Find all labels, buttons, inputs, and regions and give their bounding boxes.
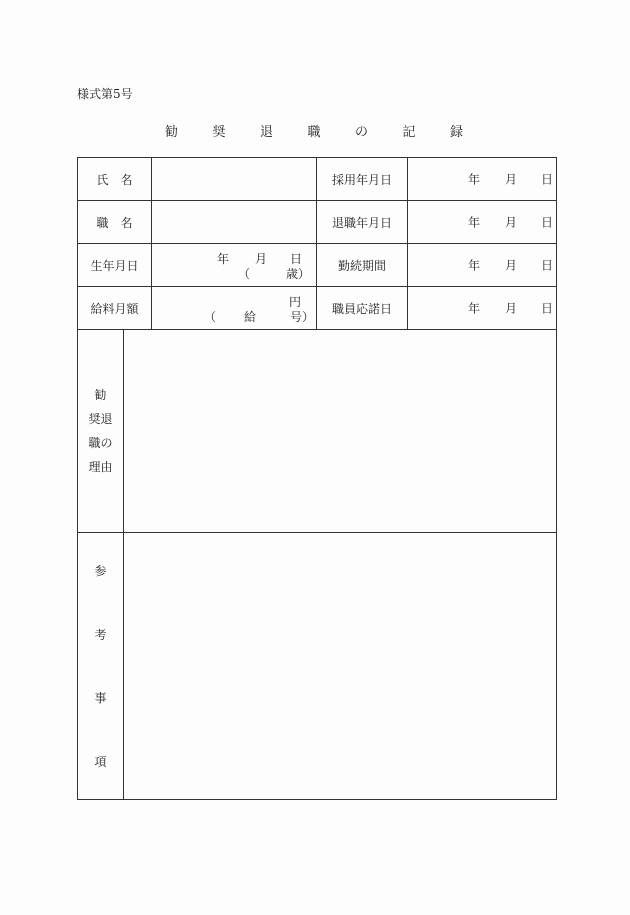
birth-date-field[interactable] — [152, 244, 317, 287]
name-label: 氏 名 — [78, 158, 152, 201]
birth-month-unit: 月 — [255, 252, 268, 266]
title-char: 奨 — [212, 125, 226, 140]
birth-date-label: 生年月日 — [78, 244, 152, 287]
month-unit: 月 — [505, 215, 518, 230]
birth-day-unit: 日 — [290, 252, 303, 266]
day-unit: 日 — [541, 301, 554, 316]
year-unit: 年 — [468, 258, 481, 273]
notes-label — [78, 533, 124, 800]
salary-field[interactable] — [152, 287, 317, 330]
age-open-paren: （ — [238, 267, 251, 281]
month-unit: 月 — [505, 172, 518, 187]
position-label: 職 名 — [78, 201, 152, 244]
grade-open-paren: （ — [204, 310, 217, 324]
hire-date-label: 採用年月日 — [317, 158, 408, 201]
grade-close: 号） — [290, 310, 315, 324]
document-title — [165, 121, 498, 140]
accept-date-field[interactable] — [408, 287, 557, 330]
birth-year-unit: 年 — [217, 252, 230, 266]
notes-label-char: 項 — [94, 754, 107, 769]
notes-label-char: 考 — [94, 627, 107, 642]
reason-label — [78, 330, 124, 533]
yen-unit: 円 — [289, 295, 302, 309]
day-unit: 日 — [541, 258, 554, 273]
year-unit: 年 — [468, 215, 481, 230]
salary-label: 給料月額 — [78, 287, 152, 330]
grade-label: 給 — [244, 310, 257, 324]
form-number: 様式第5号 — [77, 87, 133, 101]
position-field[interactable] — [152, 201, 317, 244]
notes-field[interactable] — [124, 533, 557, 800]
hire-date-field[interactable] — [408, 158, 557, 201]
accept-date-label: 職員応諾日 — [317, 287, 408, 330]
month-unit: 月 — [505, 301, 518, 316]
retire-date-field[interactable] — [408, 201, 557, 244]
year-unit: 年 — [468, 172, 481, 187]
reason-field[interactable] — [124, 330, 557, 533]
retire-date-label: 退職年月日 — [317, 201, 408, 244]
notes-label-char: 事 — [94, 691, 107, 706]
service-period-label: 勤続期間 — [317, 244, 408, 287]
reason-label-line: 理由 — [88, 460, 113, 474]
reason-label-line: 勧 — [94, 388, 107, 402]
title-char: 職 — [307, 125, 321, 140]
title-char: 勧 — [165, 125, 179, 140]
service-period-field[interactable] — [408, 244, 557, 287]
retirement-record-table — [77, 157, 557, 800]
name-field[interactable] — [152, 158, 317, 201]
reason-label-line: 職の — [88, 436, 113, 450]
year-unit: 年 — [468, 301, 481, 316]
reason-label-line: 奨退 — [88, 412, 113, 426]
month-unit: 月 — [505, 258, 518, 273]
day-unit: 日 — [541, 172, 554, 187]
title-char: 記 — [402, 125, 416, 140]
notes-label-char: 参 — [94, 564, 107, 578]
day-unit: 日 — [541, 215, 554, 230]
age-unit: 歳） — [286, 267, 311, 281]
title-char: の — [355, 125, 369, 140]
title-char: 退 — [260, 125, 274, 140]
title-char: 録 — [450, 125, 464, 140]
